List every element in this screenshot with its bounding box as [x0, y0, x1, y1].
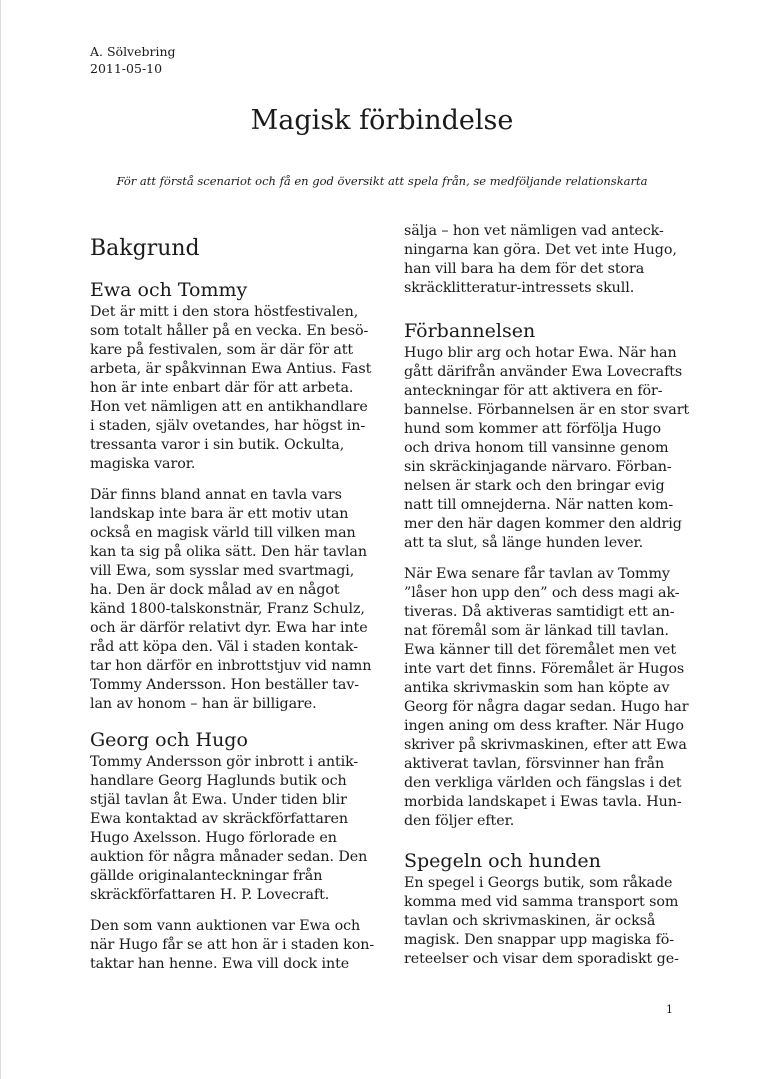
text-line: tressanta varor i sin butik. Ockulta, [90, 437, 345, 453]
text-line: Där finns bland annat en tavla vars [90, 487, 342, 503]
text-line: också en magisk värld till vilken man [90, 525, 356, 541]
text-line: och driva honom till vansinne genom [404, 440, 669, 456]
text-line: gällde originalanteckningar från [90, 868, 323, 884]
text-line: arbeta, är spåkvinnan Ewa Antius. Fast [90, 361, 372, 377]
text-line: och är därför relativt dyr. Ewa har inte [90, 620, 368, 636]
text-line: Den som vann auktionen var Ewa och [90, 918, 361, 934]
text-line: antika skrivmaskin som han köpte av [404, 680, 670, 696]
text-line: stjäl tavlan åt Ewa. Under tiden blir [90, 792, 347, 808]
text-line: taktar han henne. Ewa vill dock inte [90, 956, 350, 972]
text-line: att ta slut, så länge hunden lever. [404, 535, 644, 551]
text-line: Hon vet nämligen att en antikhandlare [90, 399, 368, 415]
text-line: den följer efter. [404, 813, 515, 829]
text-line: En spegel i Georgs butik, som råkade [404, 875, 673, 891]
subsection-heading-forbannelsen: Förbannelsen [404, 320, 536, 342]
text-line: kare på festivalen, som är där för att [90, 342, 354, 358]
text-line: bannelse. Förbannelsen är en stor svart [404, 402, 690, 418]
text-line: nelsen är stark och den bringar evig [404, 478, 665, 494]
text-line: mer den här dagen kommer den aldrig [404, 516, 682, 532]
text-line: magiska varor. [90, 456, 196, 472]
subsection-heading-georg-och-hugo: Georg och Hugo [90, 729, 248, 751]
text-line: Ewa känner till det föremålet men vet [404, 642, 677, 658]
text-line: anteckningar för att aktivera en för- [404, 383, 663, 399]
text-line: handlare Georg Haglunds butik och [90, 773, 347, 789]
text-line: gått därifrån använder Ewa Lovecrafts [404, 364, 683, 380]
text-line: Georg för några dagar sedan. Hugo har [404, 699, 689, 715]
document-title: Magisk förbindelse [250, 105, 514, 136]
text-line: magisk. Den snappar upp magiska fö- [404, 932, 675, 948]
paragraph [404, 344, 690, 553]
text-line: skräcklitteratur-intressets skull. [404, 280, 635, 296]
text-line: känd 1800-talskonstnär, Franz Schulz, [90, 601, 365, 617]
text-line: inte vart det finns. Föremålet är Hugos [404, 661, 685, 677]
text-line: när Hugo får se att hon är i staden kon- [90, 937, 375, 953]
text-line: Hugo Axelsson. Hugo förlorade en [90, 830, 337, 846]
text-line: hon är inte enbart där för att arbeta. [90, 380, 354, 396]
text-line: ”låser hon upp den” och dess magi ak- [404, 585, 680, 601]
text-line: som totalt håller på en vecka. En besö- [90, 323, 369, 339]
text-line: tavlan och skrivmaskinen, är också [404, 913, 656, 929]
text-line: kan ta sig på olika sätt. Den här tavlan [90, 544, 367, 560]
text-line: komma med vid samma transport som [404, 894, 679, 910]
text-line: ingen aning om dess krafter. När Hugo [404, 718, 684, 734]
text-line: vill Ewa, som sysslar med svartmagi, [90, 563, 355, 579]
paragraph [404, 565, 690, 831]
text-line: tar hon därför en inbrottstjuv vid namn [90, 658, 372, 674]
text-line: ha. Den är dock målad av en något [90, 582, 340, 598]
text-line: När Ewa senare får tavlan av Tommy [404, 566, 670, 582]
author-name: A. Sölvebring [90, 44, 176, 59]
text-line: Ewa kontaktad av skräckförfattaren [90, 811, 348, 827]
document-subtitle: För att förstå scenariot och få en god översikt att spela från, se medföljande relationskarta [116, 174, 648, 188]
text-line: nat föremål som är länkad till tavlan. [404, 623, 669, 639]
page-number: 1 [666, 1003, 673, 1016]
text-line: lan av honom – han är billigare. [90, 696, 317, 712]
text-line: hund som kommer att förfölja Hugo [404, 421, 661, 437]
text-line: i staden, själv ovetandes, har högst in- [90, 418, 366, 434]
text-line: ningarna kan göra. Det vet inte Hugo, [404, 242, 677, 258]
paragraph [90, 753, 376, 905]
text-line: råd att köpa den. Väl i staden kontak- [90, 639, 358, 655]
text-line: sin skräckinjagande närvaro. Förban- [404, 459, 672, 475]
right-column [404, 222, 690, 969]
paragraph [404, 222, 690, 298]
subsection-heading-ewa-och-tommy: Ewa och Tommy [90, 279, 248, 301]
text-line: Hugo blir arg och hotar Ewa. När han [404, 345, 677, 361]
text-line: den verkliga världen och fängslas i det [404, 775, 682, 791]
document-date: 2011-05-10 [90, 61, 163, 76]
subsection-heading-spegeln-och-hunden: Spegeln och hunden [404, 850, 601, 872]
text-line: sälja – hon vet nämligen vad anteck- [404, 223, 664, 239]
text-line: tiveras. Då aktiveras samtidigt ett an- [404, 604, 675, 620]
text-line: Tommy Andersson. Hon beställer tav- [90, 677, 360, 693]
text-line: Det är mitt i den stora höstfestivalen, [90, 304, 359, 320]
text-line: aktiverat tavlan, försvinner han från [404, 756, 665, 772]
text-line: landskap inte bara är ett motiv utan [90, 506, 349, 522]
text-line: reteelser och visar dem sporadiskt ge- [404, 951, 679, 967]
paragraph [90, 486, 376, 714]
paragraph [90, 917, 376, 974]
section-heading-bakgrund: Bakgrund [90, 236, 200, 261]
page-edge [0, 0, 1, 1079]
text-line: skräckförfattaren H. P. Lovecraft. [90, 887, 330, 903]
text-line: morbida landskapet i Ewas tavla. Hun- [404, 794, 682, 810]
text-line: han vill bara ha dem för det stora [404, 261, 645, 277]
text-line: skriver på skrivmaskinen, efter att Ewa [404, 737, 687, 753]
text-line: auktion för några månader sedan. Den [90, 849, 368, 865]
paragraph [90, 303, 376, 474]
left-column [90, 232, 376, 974]
text-line: Tommy Andersson gör inbrott i antik- [90, 754, 359, 770]
text-line: natt till omnejderna. När natten kom- [404, 497, 674, 513]
paragraph [404, 874, 690, 969]
